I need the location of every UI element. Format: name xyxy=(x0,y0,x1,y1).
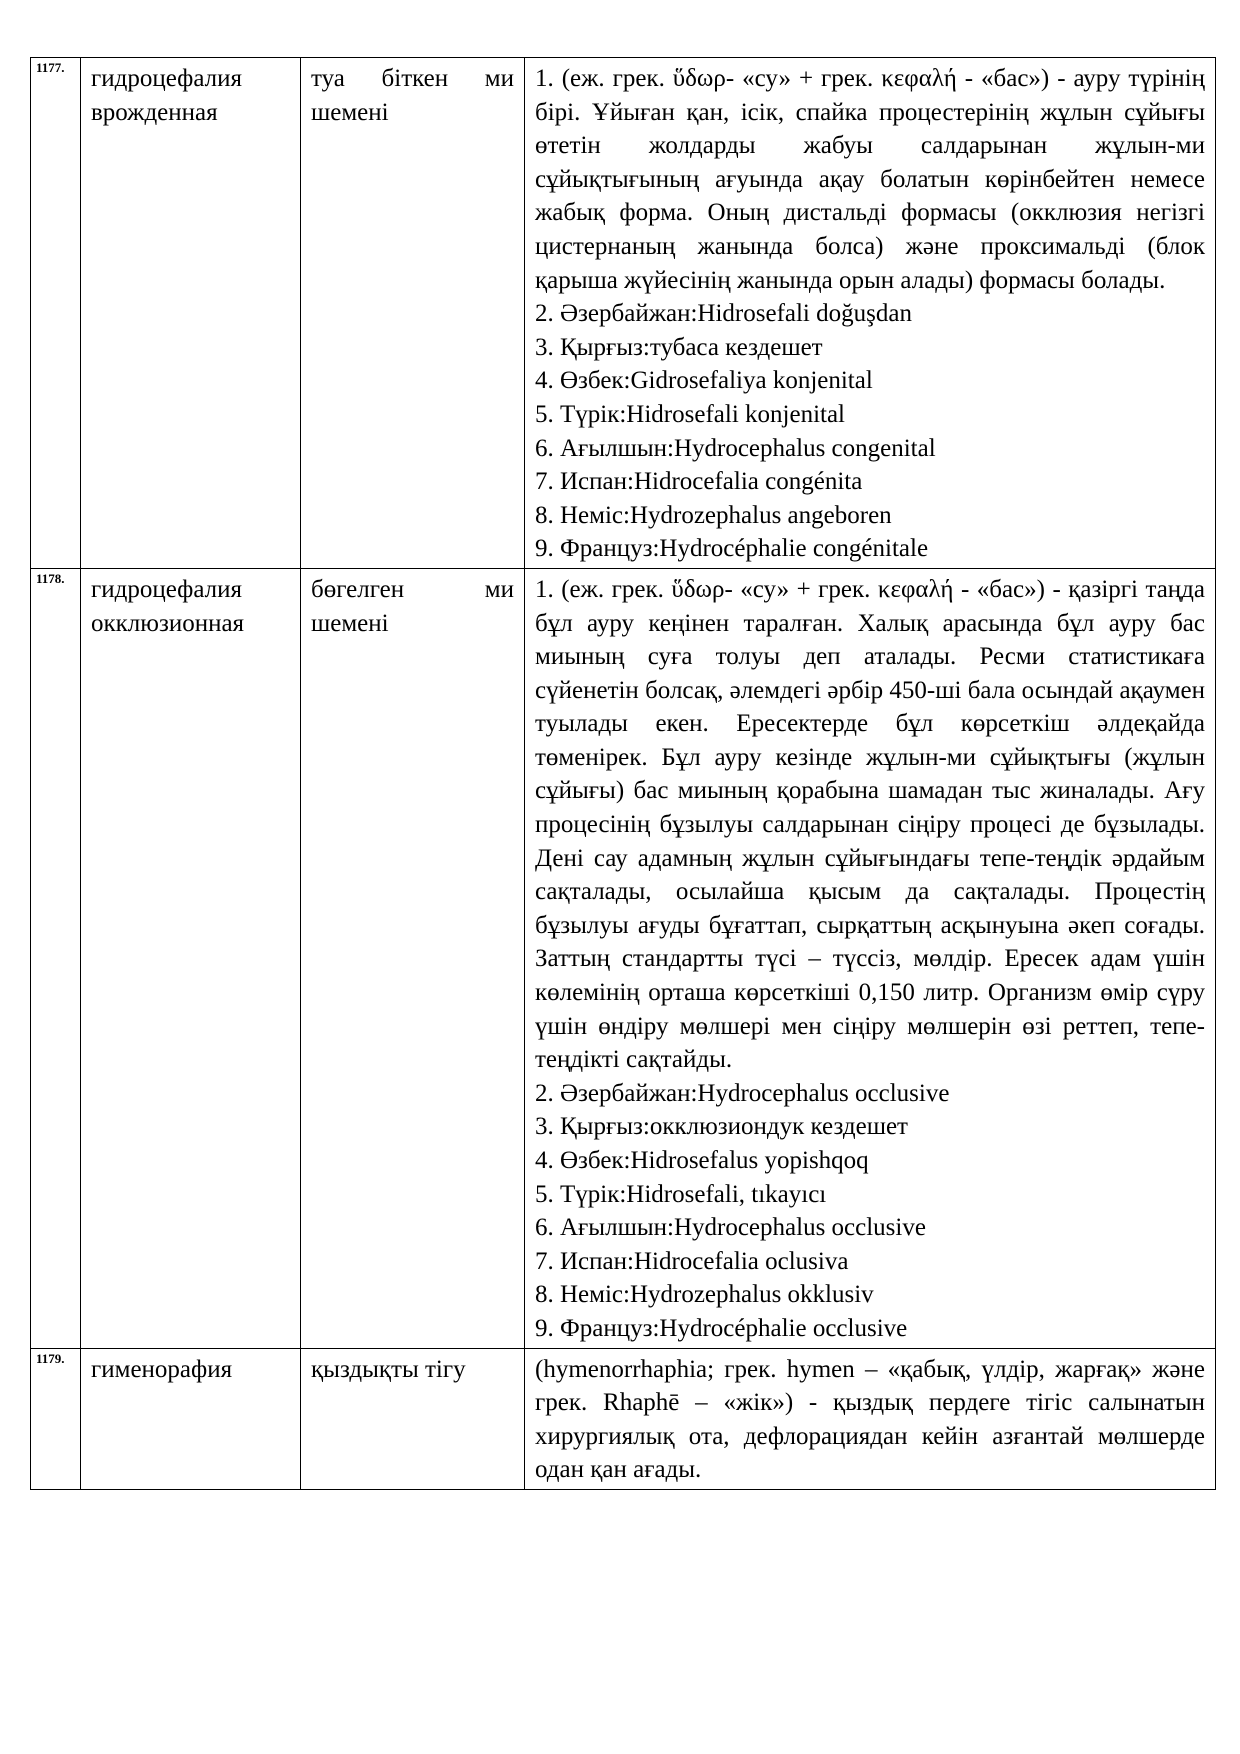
definition-text: 1. (еж. грек. ὕδωρ- «су» + грек. κεφαλή - «бас») - қазіргі таңда бұл ауру кеңінен таралған. Халық арасында бұл ауру бас миының суға толуы деп аталады. Ресми статистикаға сүйенетін болсақ, әлемдегі әрбір 450-ші бала осындай ақаумен туылады екен. Ересектерде бұл көрсеткіш әлдеқайда төменірек. Бұл ауру кезінде жұлын-ми сұйықтығы (жұлын сұйығы) бас миының қорабына шамадан тыс жиналады. Ағу процесінің бұзылуы салдарынан сіңіру процесі де бұзылады. Дені сау адамның жұлын сұйығындағы тепе-теңдік әрдайым сақталады, осылайша қысым да сақталады. Процестің бұзылуы ағуды бұғаттап, сырқаттың асқынуына әкеп соғады. Заттың стандартты түсі – түссіз, мөлдір. Ересек адам үшін көлемінің орташа көрсеткіші 0,150 литр. Организм өмір сүру үшін өндіру мөлшері мен сіңіру мөлшерін өзі реттеп, тепе-теңдікті сақтайды. xyxy=(535,575,1205,1074)
entry-number: 1178. xyxy=(31,568,81,1348)
translation-line: 9. Француз:Hydrocéphalie occlusive xyxy=(535,1314,908,1342)
kazakh-term xyxy=(301,1348,525,1489)
definition-text: 1. (еж. грек. ὕδωρ- «су» + грек. κεφαλή - «бас») - ауру түрінің бірі. Ұйыған қан, ісік, спайка процестерінің жұлын сұйығы өтетін жолдарды жабуы салдарынан жұлын-ми сұйықтығының ағуында ақау болатын көрінбейтен немесе жабық форма. Оның дистальді формасы (окклюзия негізгі цистернаның жанында болса) және проксимальді (блок қарыша жүйесінің жанында орын алады) формасы болады. xyxy=(535,65,1205,294)
translation-line: 4. Өзбек:Gidrosefaliya konjenital xyxy=(535,367,873,395)
russian-term-line: гименорафия xyxy=(91,1355,233,1383)
kazakh-term-line: қыздықты тігу xyxy=(311,1355,466,1383)
glossary-row xyxy=(31,568,1216,1348)
definition-cell xyxy=(525,1348,1216,1489)
translation-line: 5. Түрік:Hidrosefali, tıkayıcı xyxy=(535,1180,827,1208)
entry-number: 1179. xyxy=(31,1348,81,1489)
russian-term-line: окклюзионная xyxy=(91,609,245,637)
russian-term xyxy=(81,568,301,1348)
kazakh-term-line: туа біткен ми xyxy=(311,65,514,92)
definition-text: (hymenorrhaphia; грек. hymen – «қабық, үлдір, жарғақ» және грек. Rhaphē – «жік») - қыздық пердеге тігіс салынатын хирургиялық ота, дефлорациядан кейін азғантай мөлшерде одан қан ағады. xyxy=(535,1355,1205,1484)
kazakh-term xyxy=(301,568,525,1348)
kazakh-term-line: бөгелген ми xyxy=(311,575,514,603)
translation-line: 2. Әзербайжан:Hidrosefali doğuşdan xyxy=(535,300,912,328)
translation-line: 7. Испан:Hidrocefalia oclusiva xyxy=(535,1247,849,1275)
kazakh-term xyxy=(301,58,525,569)
translation-line: 7. Испан:Hidrocefalia congénita xyxy=(535,468,863,496)
russian-term-line: гидроцефалия xyxy=(91,65,243,92)
translation-line: 5. Түрік:Hidrosefali konjenital xyxy=(535,400,845,428)
glossary-row xyxy=(31,1348,1216,1489)
russian-term xyxy=(81,1348,301,1489)
glossary-table xyxy=(30,57,1216,1490)
translation-line: 3. Қырғыз:окклюзиондук кездешет xyxy=(535,1113,908,1141)
russian-term-line: гидроцефалия xyxy=(91,575,243,603)
russian-term xyxy=(81,58,301,569)
translation-line: 6. Ағылшын:Hydrocephalus occlusive xyxy=(535,1214,926,1242)
entry-number: 1177. xyxy=(31,58,81,569)
kazakh-term-line: шемені xyxy=(311,609,389,637)
translation-line: 8. Неміс:Hydrozephalus okklusiv xyxy=(535,1281,874,1309)
glossary-row xyxy=(31,58,1216,569)
translation-line: 4. Өзбек:Hidrosefalus yopishqoq xyxy=(535,1147,869,1174)
translation-line: 3. Қырғыз:тубаса кездешет xyxy=(535,333,823,361)
definition-cell xyxy=(525,58,1216,569)
translation-line: 8. Неміс:Hydrozephalus angeboren xyxy=(535,501,892,529)
translation-line: 9. Француз:Hydrocéphalie congénitale xyxy=(535,535,929,563)
kazakh-term-line: шемені xyxy=(311,98,389,126)
definition-cell xyxy=(525,568,1216,1348)
russian-term-line: врожденная xyxy=(91,98,218,126)
translation-line: 6. Ағылшын:Hydrocephalus congenital xyxy=(535,434,936,462)
translation-line: 2. Әзербайжан:Hydrocephalus occlusive xyxy=(535,1079,950,1107)
